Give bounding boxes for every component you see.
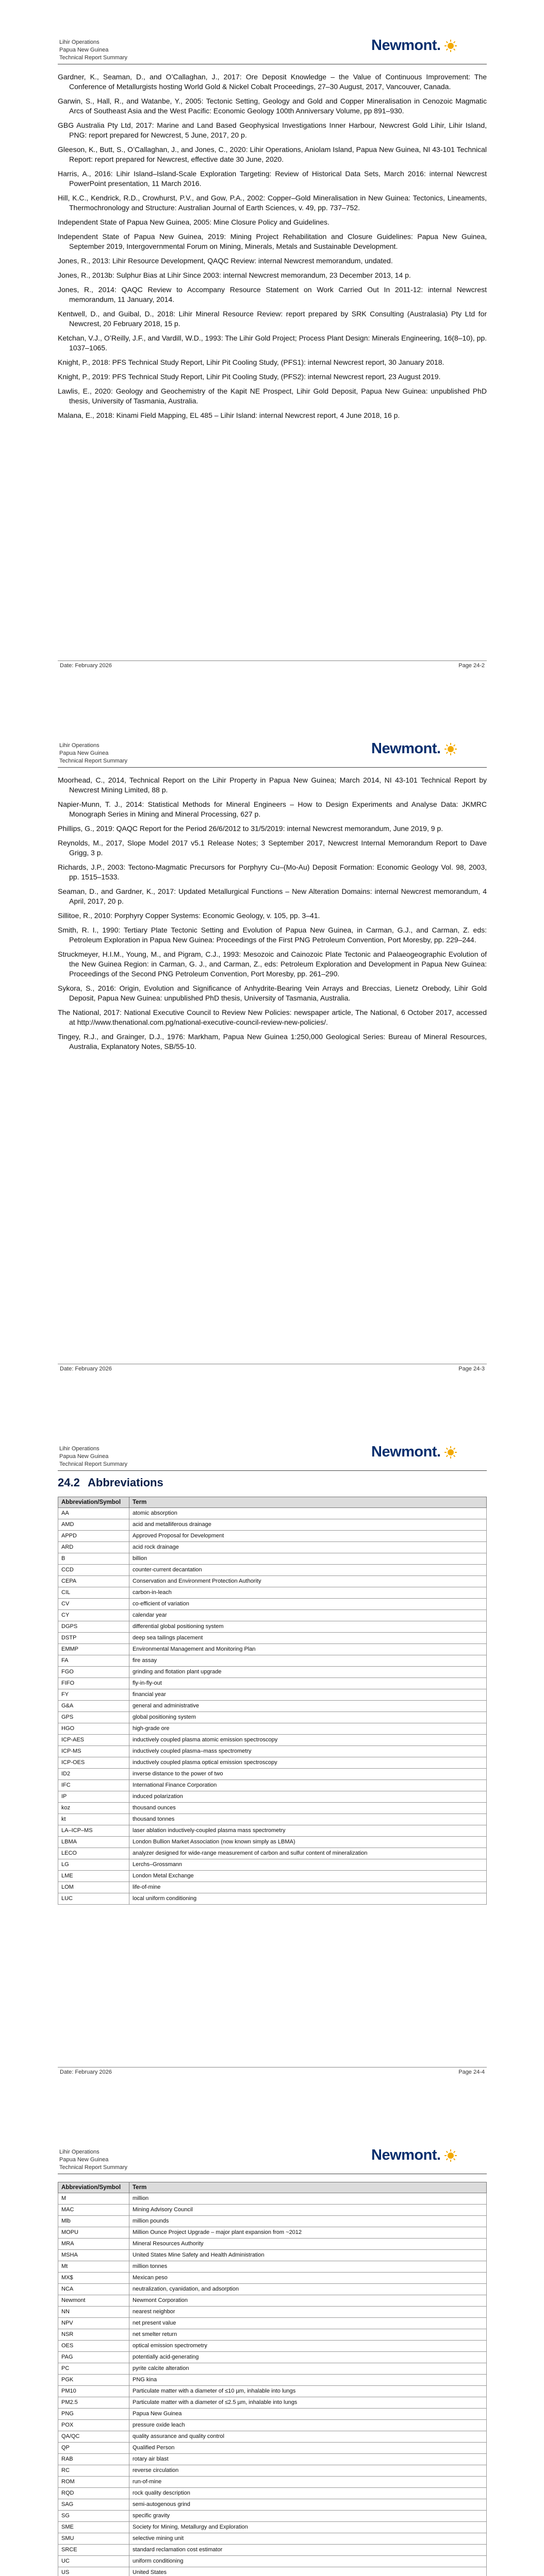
term-cell: London Metal Exchange (129, 1871, 487, 1882)
table-row (58, 1769, 487, 1780)
reference-item: Napier-Munn, T. J., 2014: Statistical Methods for Mineral Engineers – How to Design Experiments and Analyse Data: JKMRC Monograph Series in Mining and Mineral Processing, 627 p. (58, 800, 487, 818)
abbreviation-cell: EMMP (58, 1644, 129, 1655)
abbreviation-cell: NCA (58, 2284, 129, 2295)
reference-item: Gardner, K., Seaman, D., and O’Callaghan, J., 2017: Ore Deposit Knowledge – the Value of Continuous Improvement: The Conference of Metallurgists hosting World Gold & Nickel Cobalt Proceedings, 27–30 August, 2017, Vancouver, Canada. (58, 73, 487, 91)
abbreviation-cell: LBMA (58, 1837, 129, 1848)
reference-item: Knight, P., 2019: PFS Technical Study Report, Lihir Pit Cooling Study, (PFS2): internal Newcrest report, 23 August 2019. (58, 372, 441, 381)
reference-item: Knight, P., 2018: PFS Technical Study Report, Lihir Pit Cooling Study, (PFS1): internal Newcrest report, 30 January 2018. (58, 358, 444, 366)
term-cell: Mining Advisory Council (129, 2205, 487, 2216)
table-row (58, 1689, 487, 1701)
term-cell: Mineral Resources Authority (129, 2239, 487, 2250)
abbreviation-cell: CIL (58, 1587, 129, 1599)
table-row (58, 1519, 487, 1531)
term-cell: run-of-mine (129, 2477, 487, 2488)
reference-item: Reynolds, M., 2017, Slope Model 2017 v5.1 Release Notes; 3 September 2017, Newcrest Internal Memorandum Report to Dave Grigg, 3 p. (58, 839, 487, 857)
table-row (58, 2375, 487, 2386)
abbreviation-cell: LA–ICP–MS (58, 1825, 129, 1837)
table-row (58, 1746, 487, 1757)
table-row (58, 1701, 487, 1712)
table-row (58, 2511, 487, 2522)
abbreviation-cell: QP (58, 2443, 129, 2454)
abbreviation-cell: M (58, 2193, 129, 2205)
abbreviation-cell: LOM (58, 1882, 129, 1893)
reference-item: Malana, E., 2018: Kinami Field Mapping, EL 485 – Lihir Island: internal Newcrest report, 4 June 2018, 16 p. (58, 411, 400, 419)
table-row (58, 2465, 487, 2477)
term-cell: pressure oxide leach (129, 2420, 487, 2431)
section-number: 24.2 (58, 1476, 80, 1489)
abbreviation-cell: G&A (58, 1701, 129, 1712)
term-cell: Mexican peso (129, 2273, 487, 2284)
table-row (58, 1542, 487, 1553)
term-cell: International Finance Corporation (129, 1780, 487, 1791)
abbreviation-cell: POX (58, 2420, 129, 2431)
abbreviation-cell: RC (58, 2465, 129, 2477)
table-row (58, 1644, 487, 1655)
table-row (58, 2284, 487, 2295)
table-header-row (58, 1497, 487, 1508)
sun-icon (444, 2149, 457, 2162)
table-row (58, 2454, 487, 2465)
abbreviation-cell: MX$ (58, 2273, 129, 2284)
term-cell: high-grade ore (129, 1723, 487, 1735)
table-row (58, 2307, 487, 2318)
abbreviation-cell: PNG (58, 2409, 129, 2420)
abbreviation-cell: SRCE (58, 2545, 129, 2556)
term-cell: million pounds (129, 2216, 487, 2227)
reference-item: The National, 2017: National Executive Council to Review New Policies: newspaper article, The National, 6 October 2017, accessed at http://www.thenational.com.pg/national-executive-council-review-new-policies/. (58, 1008, 487, 1026)
table-row (58, 1678, 487, 1689)
header-line-report: Technical Report Summary (59, 2164, 128, 2171)
abbreviation-cell: ID2 (58, 1769, 129, 1780)
column-header-abbreviation: Abbreviation/Symbol (58, 1497, 129, 1508)
term-cell: million tonnes (129, 2261, 487, 2273)
reference-item: Jones, R., 2014: QAQC Review to Accompany Resource Statement on Work Carried Out In 2011-12: internal Newcrest memorandum, 11 January, 2014. (58, 285, 487, 303)
reference-item: Independent State of Papua New Guinea, 2019: Mining Project Rehabilitation and Closure Guidelines: Papua New Guinea, September 2019, Intergovernmental Forum on Mining, Minerals, Metals and Sustainable Development. (58, 232, 487, 250)
abbreviation-cell: LECO (58, 1848, 129, 1859)
table-row (58, 1553, 487, 1565)
abbreviation-cell: MSHA (58, 2250, 129, 2261)
newmont-logo (371, 1444, 457, 1461)
logo-wordmark: Newmont. (371, 740, 441, 757)
term-cell: specific gravity (129, 2511, 487, 2522)
reference-list (58, 775, 487, 1056)
table-row (58, 1803, 487, 1814)
abbreviation-cell: CY (58, 1610, 129, 1621)
reference-item: Independent State of Papua New Guinea, 2005: Mine Closure Policy and Guidelines. (58, 218, 329, 226)
term-cell: optical emission spectrometry (129, 2341, 487, 2352)
column-header-abbreviation: Abbreviation/Symbol (58, 2182, 129, 2193)
table-row (58, 2443, 487, 2454)
table-row (58, 2363, 487, 2375)
reference-item: Hill, K.C., Kendrick, R.D., Crowhurst, P.V., and Gow, P.A., 2002: Copper–Gold Mineralisation in New Guinea: Tectonics, Lineaments, Thermochronology and Structure: Australian Journal of Earth Sciences, v. 49, pp. 737–752. (58, 194, 487, 212)
column-header-term: Term (129, 1497, 487, 1508)
table-row (58, 2352, 487, 2363)
term-cell: fire assay (129, 1655, 487, 1667)
table-row (58, 1621, 487, 1633)
table-row (58, 1655, 487, 1667)
reference-item: Jones, R., 2013: Lihir Resource Development, QAQC Review: internal Newcrest memorandum, undated. (58, 257, 393, 265)
footer-date: Date: February 2026 (60, 663, 112, 669)
abbreviation-cell: koz (58, 1803, 129, 1814)
table-row (58, 2533, 487, 2545)
sun-icon (444, 1446, 457, 1459)
term-cell: Lerchs–Grossmann (129, 1859, 487, 1871)
table-row (58, 1508, 487, 1519)
term-cell: global positioning system (129, 1712, 487, 1723)
abbreviation-cell: ARD (58, 1542, 129, 1553)
term-cell: financial year (129, 1689, 487, 1701)
table-row (58, 1893, 487, 1905)
table-row (58, 1871, 487, 1882)
header-line-report: Technical Report Summary (59, 1461, 128, 1467)
abbreviation-cell: SAG (58, 2499, 129, 2511)
term-cell: net present value (129, 2318, 487, 2329)
reference-item: Kentwell, D., and Guibal, D., 2018: Lihir Mineral Resource Review: report prepared by SRK Consulting (Australasia) Pty Ltd for Newcrest, 20 February 2018, 15 p. (58, 310, 487, 328)
table-row (58, 1859, 487, 1871)
footer-page-number: Page 24-2 (458, 663, 485, 669)
abbreviation-cell: NSR (58, 2329, 129, 2341)
abbreviation-cell: Mlb (58, 2216, 129, 2227)
reference-item: Tingey, R.J., and Grainger, D.J., 1976: Markham, Papua New Guinea 1:250,000 Geological Series: Bureau of Mineral Resources, Australia, Explanatory Notes, SB/55-10. (58, 1032, 487, 1050)
page-24-2 (0, 0, 544, 703)
reference-item: Gleeson, K., Butt, S., O’Callaghan, J., and Jones, C., 2020: Lihir Operations, Aniolam Island, Papua New Guinea, NI 43-101 Technical Report: report prepared for Newcrest, effective date 30 June, 2020. (58, 145, 487, 163)
page-header-text (59, 1445, 127, 1468)
table-row (58, 2556, 487, 2567)
abbreviation-cell: AA (58, 1508, 129, 1519)
table-row (58, 2295, 487, 2307)
term-cell: life-of-mine (129, 1882, 487, 1893)
abbreviation-cell: CCD (58, 1565, 129, 1576)
header-line-country: Papua New Guinea (59, 2157, 109, 2163)
term-cell: United States Mine Safety and Health Administration (129, 2250, 487, 2261)
term-cell: inductively coupled plasma–mass spectrometry (129, 1746, 487, 1757)
header-line-country: Papua New Guinea (59, 750, 109, 756)
abbreviation-cell: GPS (58, 1712, 129, 1723)
logo-wordmark: Newmont. (371, 1444, 441, 1460)
reference-item: Struckmeyer, H.I.M., Young, M., and Pigram, C.J., 1993: Mesozoic and Cainozoic Plate Tectonic and Palaeogeographic Evolution of the New Guinea Region: in Carman, G. J., and Carman, Z., eds: Petroleum Exploration and Development in Papua New Guinea: Proceedings of the Second PNG Petroleum Convention, Port Moresby, pp. 261–290. (58, 950, 487, 978)
term-cell: inductively coupled plasma optical emission spectroscopy (129, 1757, 487, 1769)
abbreviation-cell: FGO (58, 1667, 129, 1678)
term-cell: laser ablation inductively-coupled plasma mass spectrometry (129, 1825, 487, 1837)
term-cell: thousand tonnes (129, 1814, 487, 1825)
term-cell: standard reclamation cost estimator (129, 2545, 487, 2556)
term-cell: pyrite calcite alteration (129, 2363, 487, 2375)
abbreviation-cell: OES (58, 2341, 129, 2352)
column-header-term: Term (129, 2182, 487, 2193)
table-row (58, 1882, 487, 1893)
reference-item: GBG Australia Pty Ltd, 2017: Marine and Land Based Geophysical Investigations Inner Harbour, Newcrest Gold Lihir, Lihir Island, PNG: report prepared for Newcrest, 5 June, 2017, 20 p. (58, 121, 487, 139)
abbreviation-cell: MOPU (58, 2227, 129, 2239)
term-cell: Million Ounce Project Upgrade – major plant expansion from ~2012 (129, 2227, 487, 2239)
header-rule (58, 1470, 487, 1471)
header-line-operations: Lihir Operations (59, 1446, 100, 1452)
table-row (58, 2341, 487, 2352)
abbreviation-cell: RAB (58, 2454, 129, 2465)
term-cell: deep sea tailings placement (129, 1633, 487, 1644)
abbreviation-cell: MRA (58, 2239, 129, 2250)
abbreviation-cell: SMU (58, 2533, 129, 2545)
abbreviation-cell: AMD (58, 1519, 129, 1531)
term-cell: differential global positioning system (129, 1621, 487, 1633)
term-cell: carbon-in-leach (129, 1587, 487, 1599)
table-row (58, 2227, 487, 2239)
reference-item: Richards, J.P., 2003: Tectono-Magmatic Precursors for Porphyry Cu–(Mo-Au) Deposit Formation: Economic Geology Vol. 98, 2003, pp. 1515–1533. (58, 863, 487, 881)
term-cell: neutralization, cyanidation, and adsorption (129, 2284, 487, 2295)
page-header-text (59, 742, 127, 765)
table-header-row (58, 2182, 487, 2193)
table-row (58, 2431, 487, 2443)
newmont-logo (371, 2147, 457, 2164)
table-row (58, 1723, 487, 1735)
header-line-report: Technical Report Summary (59, 55, 128, 61)
table-row (58, 1565, 487, 1576)
abbreviation-cell: Newmont (58, 2295, 129, 2307)
term-cell: billion (129, 1553, 487, 1565)
abbreviation-cell: NPV (58, 2318, 129, 2329)
sun-icon (444, 39, 457, 53)
term-cell: rotary air blast (129, 2454, 487, 2465)
header-line-operations: Lihir Operations (59, 2149, 100, 2155)
abbreviation-cell: PC (58, 2363, 129, 2375)
abbreviations-table (58, 2182, 487, 2576)
section-heading (58, 1476, 163, 1489)
abbreviation-cell: PM2.5 (58, 2397, 129, 2409)
abbreviation-cell: SME (58, 2522, 129, 2533)
page-header-text (59, 2148, 127, 2172)
table-row (58, 1712, 487, 1723)
reference-item: Smith, R. I., 1990: Tertiary Plate Tectonic Setting and Evolution of Papua New Guinea, in Carman, G.J., and Carman, Z. eds: Petroleum Exploration in Papua New Guinea: Proceedings of the First PNG Petroleum Convention, Port Moresby, pp. 229–244. (58, 926, 487, 944)
table-row (58, 1780, 487, 1791)
section-title: Abbreviations (88, 1476, 163, 1489)
abbreviation-cell: ICP-OES (58, 1757, 129, 1769)
table-row (58, 1633, 487, 1644)
table-row (58, 2386, 487, 2397)
term-cell: local uniform conditioning (129, 1893, 487, 1905)
table-row (58, 2409, 487, 2420)
term-cell: Newmont Corporation (129, 2295, 487, 2307)
header-line-country: Papua New Guinea (59, 47, 109, 53)
table-row (58, 2193, 487, 2205)
term-cell: uniform conditioning (129, 2556, 487, 2567)
abbreviation-cell: IFC (58, 1780, 129, 1791)
abbreviation-cell: Mt (58, 2261, 129, 2273)
page-24-5 (0, 2110, 544, 2576)
abbreviation-cell: RQD (58, 2488, 129, 2499)
abbreviation-cell: QA/QC (58, 2431, 129, 2443)
table-row (58, 2205, 487, 2216)
abbreviation-cell: HGO (58, 1723, 129, 1735)
newmont-logo (371, 740, 457, 757)
abbreviation-cell: B (58, 1553, 129, 1565)
table-row (58, 1667, 487, 1678)
term-cell: fly-in-fly-out (129, 1678, 487, 1689)
table-row (58, 2250, 487, 2261)
page-24-4 (0, 1406, 544, 2110)
term-cell: atomic absorption (129, 1508, 487, 1519)
reference-item: Lawlis, E., 2020: Geology and Geochemistry of the Kapit NE Prospect, Lihir Gold Deposit, Papua New Guinea: unpublished PhD thesis, University of Tasmania, Australia. (58, 387, 487, 405)
table-row (58, 1587, 487, 1599)
newmont-logo (371, 37, 457, 54)
table-row (58, 1791, 487, 1803)
abbreviation-cell: SG (58, 2511, 129, 2522)
term-cell: net smelter return (129, 2329, 487, 2341)
term-cell: Conservation and Environment Protection Authority (129, 1576, 487, 1587)
term-cell: acid rock drainage (129, 1542, 487, 1553)
abbreviation-cell: LG (58, 1859, 129, 1871)
abbreviation-cell: FY (58, 1689, 129, 1701)
page-footer (58, 660, 487, 669)
term-cell: counter-current decantation (129, 1565, 487, 1576)
term-cell: Papua New Guinea (129, 2409, 487, 2420)
term-cell: quality assurance and quality control (129, 2431, 487, 2443)
abbreviation-cell: PGK (58, 2375, 129, 2386)
reference-item: Ketchan, V.J., O’Reilly, J.F., and Vardill, W.D., 1993: The Lihir Gold Project; Process Plant Design: Minerals Engineering, 16(8–10), pp. 1037–1065. (58, 334, 487, 352)
logo-wordmark: Newmont. (371, 37, 441, 54)
table-row (58, 2397, 487, 2409)
abbreviation-cell: IP (58, 1791, 129, 1803)
footer-page-number: Page 24-4 (458, 2069, 485, 2075)
term-cell: reverse circulation (129, 2465, 487, 2477)
term-cell: thousand ounces (129, 1803, 487, 1814)
table-row (58, 2261, 487, 2273)
abbreviation-cell: DSTP (58, 1633, 129, 1644)
abbreviation-cell: ICP-MS (58, 1746, 129, 1757)
abbreviation-cell: FA (58, 1655, 129, 1667)
table-row (58, 2318, 487, 2329)
header-line-country: Papua New Guinea (59, 1453, 109, 1460)
term-cell: selective mining unit (129, 2533, 487, 2545)
abbreviation-cell: FIFO (58, 1678, 129, 1689)
header-line-operations: Lihir Operations (59, 742, 100, 749)
footer-date: Date: February 2026 (60, 1366, 112, 1372)
reference-item: Phillips, G., 2019: QAQC Report for the Period 26/6/2012 to 31/5/2019: internal Newcrest memorandum, June 2019, 9 p. (58, 824, 443, 833)
term-cell: Particulate matter with a diameter of ≤2.5 µm, inhalable into lungs (129, 2397, 487, 2409)
term-cell: United States (129, 2567, 487, 2576)
abbreviation-cell: kt (58, 1814, 129, 1825)
abbreviations-table-body (58, 2193, 487, 2576)
abbreviation-cell: CV (58, 1599, 129, 1610)
table-row (58, 1837, 487, 1848)
header-line-report: Technical Report Summary (59, 758, 128, 764)
term-cell: Qualified Person (129, 2443, 487, 2454)
table-row (58, 2239, 487, 2250)
table-row (58, 1735, 487, 1746)
abbreviation-cell: DGPS (58, 1621, 129, 1633)
page-header-text (59, 39, 127, 62)
term-cell: analyzer designed for wide-range measurement of carbon and sulfur content of mineralization (129, 1848, 487, 1859)
table-row (58, 2273, 487, 2284)
table-row (58, 2216, 487, 2227)
table-row (58, 1848, 487, 1859)
table-row (58, 2499, 487, 2511)
table-row (58, 2329, 487, 2341)
abbreviation-cell: LUC (58, 1893, 129, 1905)
sun-icon (444, 742, 457, 756)
term-cell: induced polarization (129, 1791, 487, 1803)
abbreviation-cell: US (58, 2567, 129, 2576)
table-row (58, 2477, 487, 2488)
reference-item: Garwin, S., Hall, R., and Watanbe, Y., 2005: Tectonic Setting, Geology and Gold and Copper Mineralisation in Cenozoic Magmatic Arcs of Southeast Asia and the West Pacific: Economic Geology 100th Anniversary Volume, pp 891–930. (58, 97, 487, 115)
table-row (58, 1531, 487, 1542)
term-cell: inductively coupled plasma atomic emission spectroscopy (129, 1735, 487, 1746)
reference-item: Sykora, S., 2016: Origin, Evolution and Significance of Anhydrite-Bearing Vein Arrays and Breccias, Lienetz Orebody, Lihir Gold Deposit, Papua New Guinea: unpublished PhD thesis, University of Tasmania, Australia. (58, 984, 487, 1002)
abbreviation-cell: MAC (58, 2205, 129, 2216)
table-row (58, 1757, 487, 1769)
term-cell: grinding and flotation plant upgrade (129, 1667, 487, 1678)
table-row (58, 1814, 487, 1825)
abbreviations-table-body (58, 1508, 487, 1905)
term-cell: rock quality description (129, 2488, 487, 2499)
abbreviation-cell: UC (58, 2556, 129, 2567)
term-cell: potentially acid-generating (129, 2352, 487, 2363)
table-row (58, 1576, 487, 1587)
term-cell: Society for Mining, Metallurgy and Exploration (129, 2522, 487, 2533)
term-cell: co-efficient of variation (129, 1599, 487, 1610)
term-cell: Environmental Management and Monitoring Plan (129, 1644, 487, 1655)
term-cell: PNG kina (129, 2375, 487, 2386)
table-row (58, 1599, 487, 1610)
term-cell: Particulate matter with a diameter of ≤10 µm, inhalable into lungs (129, 2386, 487, 2397)
abbreviation-cell: APPD (58, 1531, 129, 1542)
reference-item: Seaman, D., and Gardner, K., 2017: Updated Metallurgical Functions – New Alteration Domains: internal Newcrest memorandum, 4 April, 2017, 20 p. (58, 887, 487, 905)
abbreviation-cell: NN (58, 2307, 129, 2318)
term-cell: acid and metalliferous drainage (129, 1519, 487, 1531)
reference-item: Moorhead, C., 2014, Technical Report on the Lihir Property in Papua New Guinea; March 2014, NI 43-101 Technical Report by Newcrest Mining Limited, 88 p. (58, 776, 487, 794)
page-24-3 (0, 703, 544, 1406)
term-cell: Approved Proposal for Development (129, 1531, 487, 1542)
term-cell: London Bullion Market Association (now known simply as LBMA) (129, 1837, 487, 1848)
reference-item: Jones, R., 2013b: Sulphur Bias at Lihir Since 2003: internal Newcrest memorandum, 23 December 2013, 14 p. (58, 271, 411, 279)
term-cell: general and administrative (129, 1701, 487, 1712)
table-row (58, 1825, 487, 1837)
term-cell: semi-autogenous grind (129, 2499, 487, 2511)
header-rule (58, 767, 487, 768)
abbreviation-cell: CEPA (58, 1576, 129, 1587)
table-row (58, 2522, 487, 2533)
table-row (58, 2488, 487, 2499)
logo-wordmark: Newmont. (371, 2147, 441, 2163)
table-row (58, 1610, 487, 1621)
term-cell: nearest neighbor (129, 2307, 487, 2318)
abbreviation-cell: ROM (58, 2477, 129, 2488)
header-line-operations: Lihir Operations (59, 39, 100, 45)
footer-date: Date: February 2026 (60, 2069, 112, 2075)
term-cell: inverse distance to the power of two (129, 1769, 487, 1780)
table-row (58, 2567, 487, 2576)
table-row (58, 2545, 487, 2556)
reference-list (58, 72, 487, 425)
abbreviation-cell: PM10 (58, 2386, 129, 2397)
abbreviation-cell: PAG (58, 2352, 129, 2363)
abbreviations-table (58, 1497, 487, 1905)
abbreviation-cell: ICP-AES (58, 1735, 129, 1746)
table-row (58, 2420, 487, 2431)
term-cell: million (129, 2193, 487, 2205)
abbreviation-cell: LME (58, 1871, 129, 1882)
reference-item: Harris, A., 2016: Lihir Island–Island-Scale Exploration Targeting: Review of Historical Data Sets, March 2016: internal Newcrest PowerPoint presentation, 11 March 2016. (58, 170, 487, 188)
term-cell: calendar year (129, 1610, 487, 1621)
footer-page-number: Page 24-3 (458, 1366, 485, 1372)
reference-item: Sillitoe, R., 2010: Porphyry Copper Systems: Economic Geology, v. 105, pp. 3–41. (58, 911, 320, 920)
